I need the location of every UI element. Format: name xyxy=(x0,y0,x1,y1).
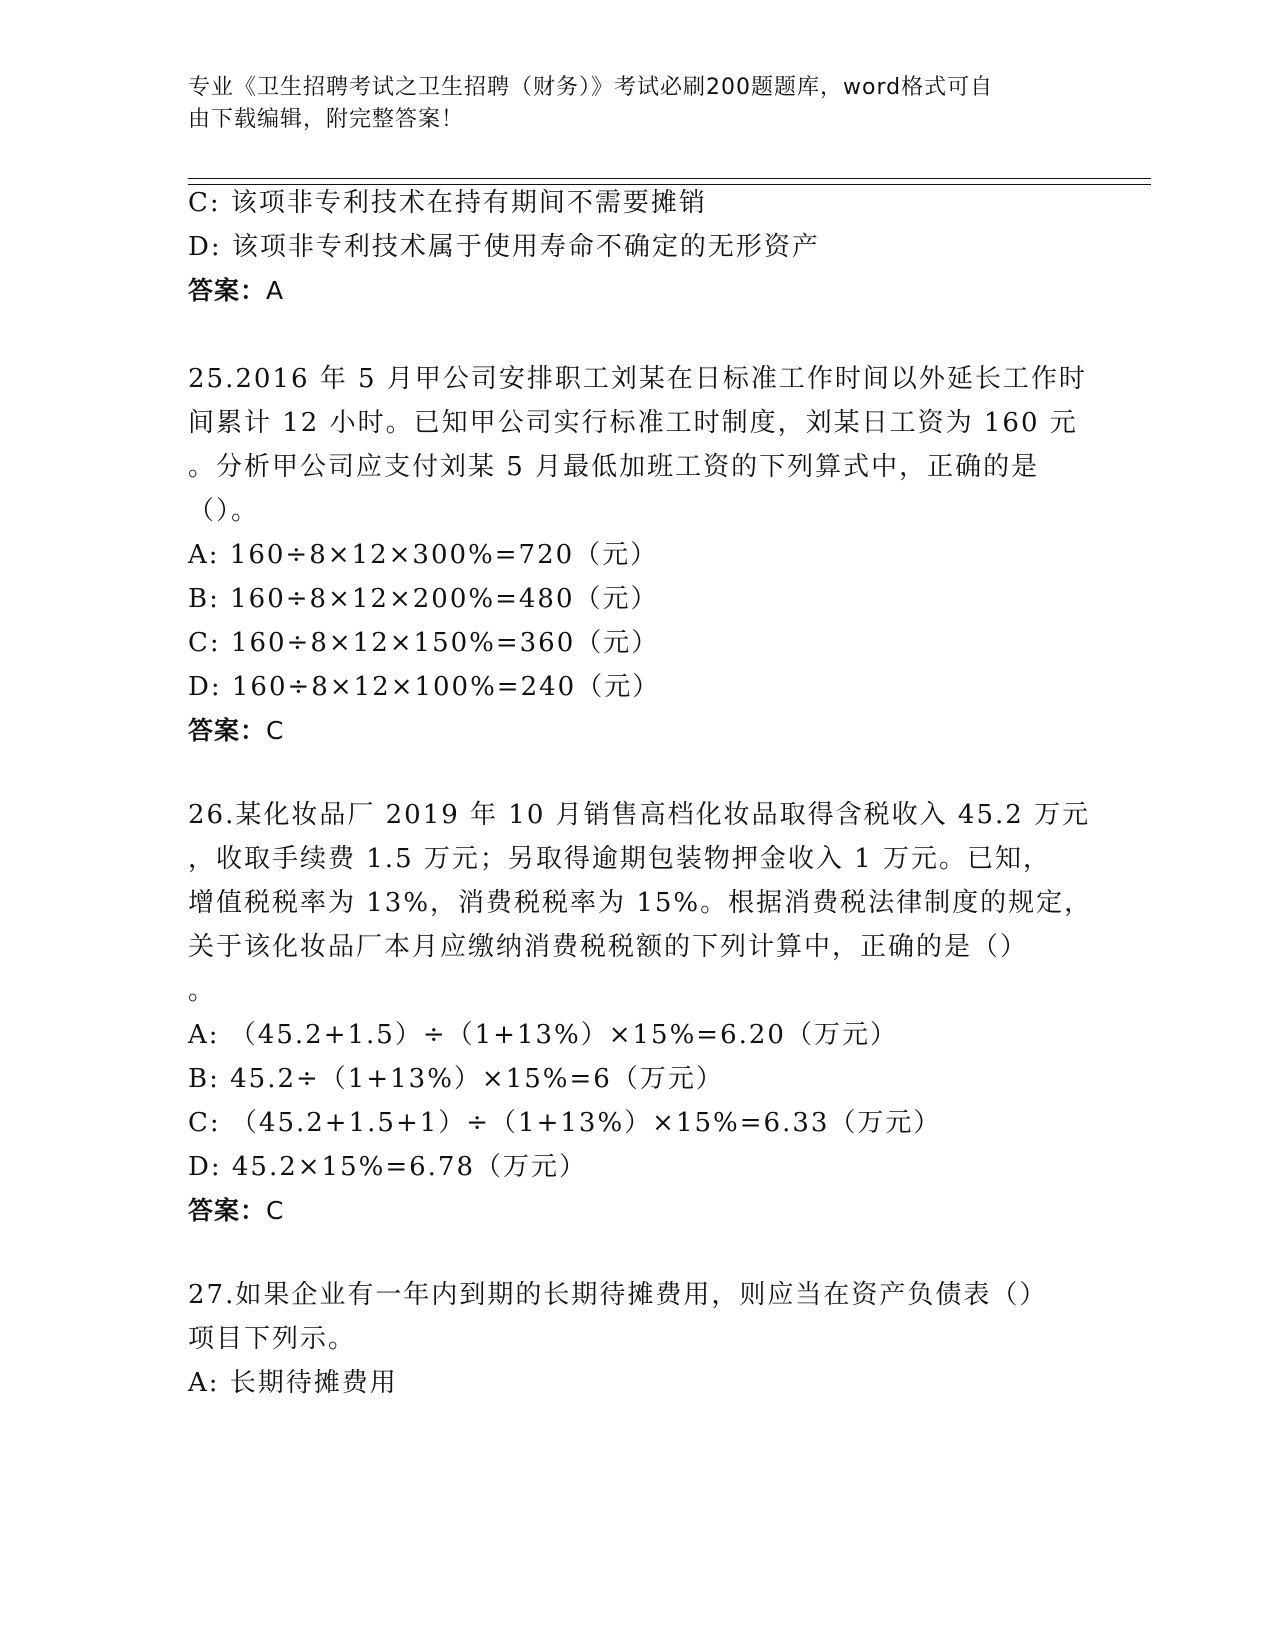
q26-stem-line-1: 26.某化妆品厂 2019 年 10 月销售高档化妆品取得含税收入 45.2 万元 xyxy=(188,800,1091,830)
q25-option-a: A: 160÷8×12×300%=720（元） xyxy=(188,540,659,570)
q26-option-b: B: 45.2÷（1+13%）×15%=6（万元） xyxy=(188,1064,724,1094)
q26-stem-line-5: 。 xyxy=(188,976,217,1006)
q26-answer xyxy=(188,1194,284,1228)
q26-option-d: D: 45.2×15%=6.78（万元） xyxy=(188,1152,588,1182)
q27-stem-line-1: 27.如果企业有一年内到期的长期待摊费用，则应当在资产负债表（） xyxy=(188,1280,1048,1310)
q25-stem-line-3: 。分析甲公司应支付刘某 5 月最低加班工资的下列算式中，正确的是 xyxy=(188,452,1040,482)
document-header xyxy=(188,72,1088,136)
answer-value: C xyxy=(266,716,285,745)
q25-stem-line-1: 25.2016 年 5 月甲公司安排职工刘某在日标准工作时间以外延长工作时 xyxy=(188,364,1087,394)
header-line-1: 专业《卫生招聘考试之卫生招聘（财务）》考试必刷200题题库，word格式可自 xyxy=(188,75,994,100)
prev-option-d: D: 该项非专利技术属于使用寿命不确定的无形资产 xyxy=(188,232,820,262)
prev-answer xyxy=(188,274,284,308)
prev-option-c: C: 该项非专利技术在持有期间不需要摊销 xyxy=(188,188,707,218)
q25-stem-line-4: （）。 xyxy=(188,496,260,526)
q26-option-a: A: （45.2+1.5）÷（1+13%）×15%=6.20（万元） xyxy=(188,1020,898,1050)
answer-label: 答案： xyxy=(188,1196,267,1225)
answer-value: A xyxy=(266,276,285,305)
answer-label: 答案： xyxy=(188,716,267,745)
q25-option-c: C: 160÷8×12×150%=360（元） xyxy=(188,628,660,658)
q27-stem-line-2: 项目下列示。 xyxy=(188,1324,357,1354)
q26-stem-line-3: 增值税税率为 13%，消费税税率为 15%。根据消费税法律制度的规定， xyxy=(188,888,1093,918)
q26-stem-line-2: ，收取手续费 1.5 万元；另取得逾期包装物押金收入 1 万元。已知， xyxy=(188,844,1051,874)
q25-option-d: D: 160÷8×12×100%=240（元） xyxy=(188,672,661,702)
q27-option-a: A: 长期待摊费用 xyxy=(188,1368,398,1398)
answer-label: 答案： xyxy=(188,276,267,305)
header-divider-top xyxy=(188,178,1151,179)
q25-answer xyxy=(188,714,284,748)
answer-value: C xyxy=(266,1196,285,1225)
q25-option-b: B: 160÷8×12×200%=480（元） xyxy=(188,584,659,614)
q26-option-c: C: （45.2+1.5+1）÷（1+13%）×15%=6.33（万元） xyxy=(188,1108,942,1138)
header-line-2: 由下载编辑，附完整答案！ xyxy=(188,107,465,132)
q25-stem-line-2: 间累计 12 小时。已知甲公司实行标准工时制度，刘某日工资为 160 元 xyxy=(188,408,1078,438)
q26-stem-line-4: 关于该化妆品厂本月应缴纳消费税税额的下列计算中，正确的是（） xyxy=(188,932,1029,962)
header-divider-bottom xyxy=(188,184,1151,185)
